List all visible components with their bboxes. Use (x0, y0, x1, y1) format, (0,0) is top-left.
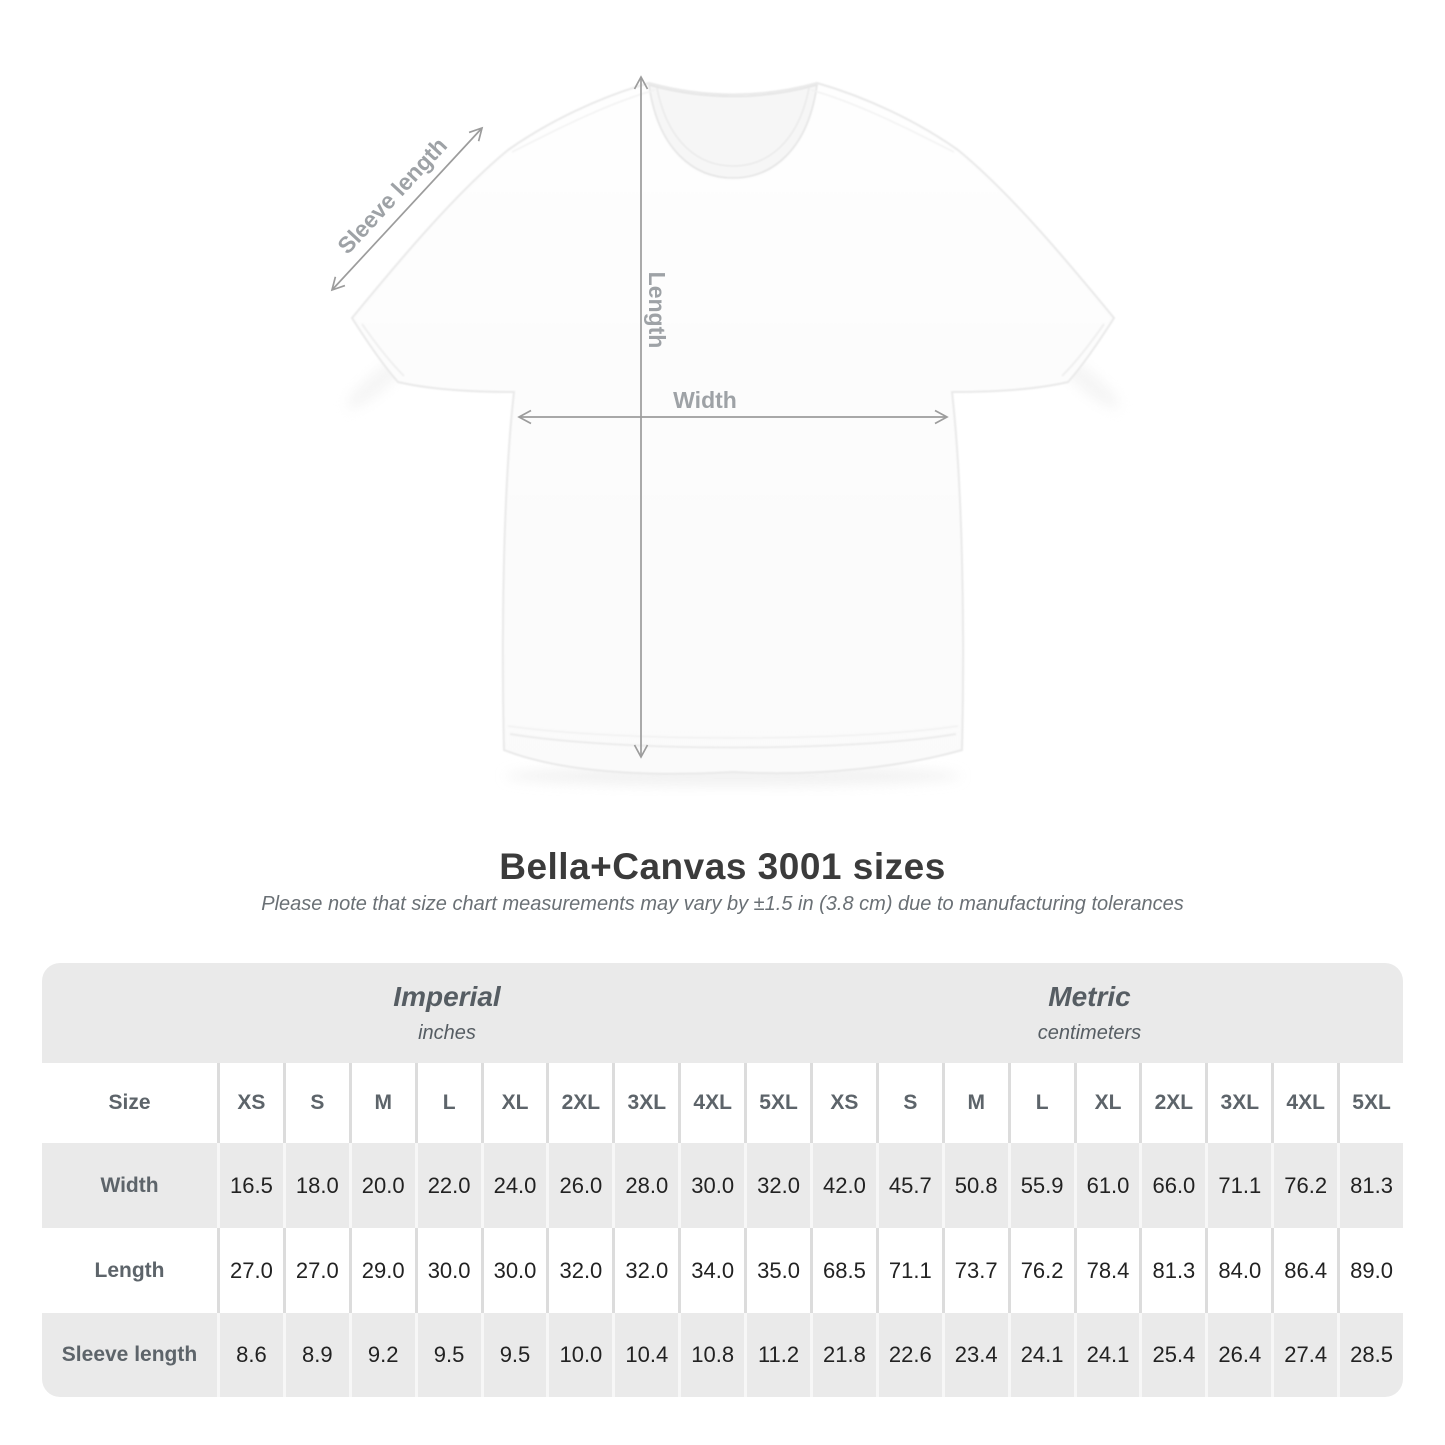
value-cell: 24.1 (1008, 1313, 1074, 1397)
value-cell: 22.0 (415, 1143, 481, 1228)
size-header: M (349, 1063, 415, 1143)
value-cell: 10.4 (612, 1313, 678, 1397)
value-cell: 10.8 (678, 1313, 744, 1397)
length-diagram-label: Length (644, 271, 670, 349)
row-label: Width (42, 1143, 217, 1228)
value-cell: 27.0 (217, 1228, 283, 1313)
value-cell: 86.4 (1271, 1228, 1337, 1313)
value-cell: 68.5 (810, 1228, 876, 1313)
size-header: XS (217, 1063, 283, 1143)
value-cell: 23.4 (942, 1313, 1008, 1397)
value-cell: 71.1 (1205, 1143, 1271, 1228)
value-cell: 9.2 (349, 1313, 415, 1397)
value-cell: 26.0 (546, 1143, 612, 1228)
imperial-header (42, 963, 810, 1063)
size-header: 2XL (1139, 1063, 1205, 1143)
value-cell: 61.0 (1074, 1143, 1140, 1228)
tshirt-body-outline (352, 83, 1114, 774)
value-cell: 42.0 (810, 1143, 876, 1228)
size-header: 3XL (612, 1063, 678, 1143)
value-cell: 9.5 (481, 1313, 547, 1397)
value-cell: 45.7 (876, 1143, 942, 1228)
value-cell: 26.4 (1205, 1313, 1271, 1397)
page-title: Bella+Canvas 3001 sizes (499, 846, 946, 887)
size-header: 4XL (1271, 1063, 1337, 1143)
value-cell: 81.3 (1337, 1143, 1403, 1228)
value-cell: 11.2 (744, 1313, 810, 1397)
imperial-header-label: Imperial (393, 981, 501, 1012)
value-cell: 32.0 (546, 1228, 612, 1313)
value-cell: 22.6 (876, 1313, 942, 1397)
value-cell: 30.0 (415, 1228, 481, 1313)
value-cell: 21.8 (810, 1313, 876, 1397)
size-header: S (283, 1063, 349, 1143)
metric-header (810, 963, 1403, 1063)
value-cell: 27.0 (283, 1228, 349, 1313)
value-cell: 24.1 (1074, 1313, 1140, 1397)
value-cell: 35.0 (744, 1228, 810, 1313)
value-cell: 76.2 (1271, 1143, 1337, 1228)
size-header: 5XL (1337, 1063, 1403, 1143)
value-cell: 73.7 (942, 1228, 1008, 1313)
value-cell: 81.3 (1139, 1228, 1205, 1313)
size-header: XL (1074, 1063, 1140, 1143)
value-cell: 16.5 (217, 1143, 283, 1228)
value-cell: 71.1 (876, 1228, 942, 1313)
size-header: M (942, 1063, 1008, 1143)
size-header: XS (810, 1063, 876, 1143)
value-cell: 29.0 (349, 1228, 415, 1313)
value-cell: 89.0 (1337, 1228, 1403, 1313)
value-cell: 9.5 (415, 1313, 481, 1397)
value-cell: 20.0 (349, 1143, 415, 1228)
sleeve-length-diagram-label: Sleeve length (332, 132, 453, 259)
value-cell: 24.0 (481, 1143, 547, 1228)
value-cell: 55.9 (1008, 1143, 1074, 1228)
value-cell: 34.0 (678, 1228, 744, 1313)
width-diagram-label: Width (673, 387, 737, 413)
size-header: S (876, 1063, 942, 1143)
value-cell: 30.0 (678, 1143, 744, 1228)
value-cell: 8.9 (283, 1313, 349, 1397)
value-cell: 25.4 (1139, 1313, 1205, 1397)
value-cell: 32.0 (612, 1228, 678, 1313)
size-column-label: Size (42, 1063, 217, 1143)
value-cell: 10.0 (546, 1313, 612, 1397)
value-cell: 30.0 (481, 1228, 547, 1313)
size-header: 3XL (1205, 1063, 1271, 1143)
value-cell: 78.4 (1074, 1228, 1140, 1313)
tolerance-note: Please note that size chart measurements may vary by ±1.5 in (3.8 cm) due to manufacturing tolerances (261, 893, 1184, 915)
value-cell: 66.0 (1139, 1143, 1205, 1228)
size-table (42, 963, 1403, 1397)
size-header: XL (481, 1063, 547, 1143)
value-cell: 28.0 (612, 1143, 678, 1228)
row-label: Sleeve length (42, 1313, 217, 1397)
value-cell: 32.0 (744, 1143, 810, 1228)
value-cell: 8.6 (217, 1313, 283, 1397)
imperial-header-unit: inches (418, 1022, 476, 1044)
metric-header-unit: centimeters (1037, 1022, 1142, 1044)
size-header: L (1008, 1063, 1074, 1143)
value-cell: 28.5 (1337, 1313, 1403, 1397)
size-header: 5XL (744, 1063, 810, 1143)
metric-header-label: Metric (1048, 981, 1131, 1012)
size-header: 4XL (678, 1063, 744, 1143)
value-cell: 84.0 (1205, 1228, 1271, 1313)
value-cell: 50.8 (942, 1143, 1008, 1228)
size-header: 2XL (546, 1063, 612, 1143)
value-cell: 18.0 (283, 1143, 349, 1228)
row-label: Length (42, 1228, 217, 1313)
tshirt-image (352, 83, 1114, 774)
value-cell: 76.2 (1008, 1228, 1074, 1313)
size-header: L (415, 1063, 481, 1143)
value-cell: 27.4 (1271, 1313, 1337, 1397)
